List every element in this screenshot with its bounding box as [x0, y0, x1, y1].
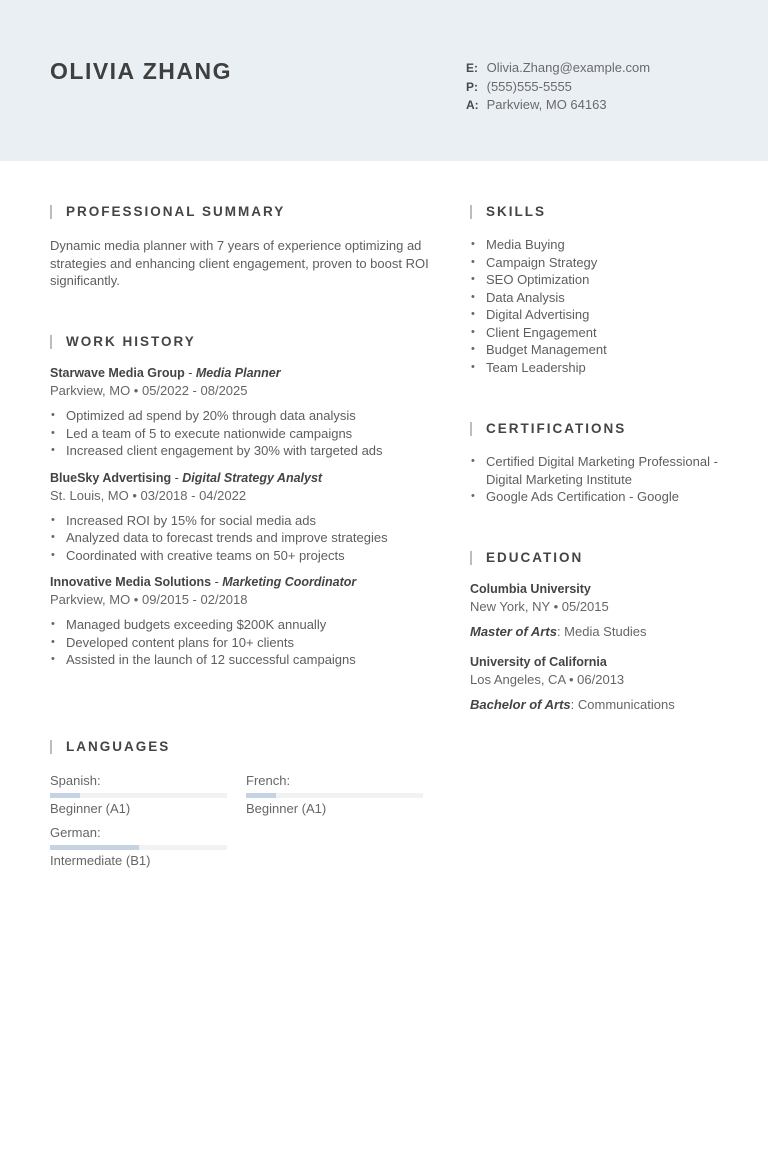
language-item-german [50, 824, 227, 869]
job-bullet: • Increased client engagement by 30% with targeted ads [50, 442, 430, 460]
email-label: E: [466, 61, 478, 75]
section-title-text: EDUCATION [486, 550, 584, 565]
email-value: Olivia.Zhang@example.com [486, 60, 651, 75]
language-item-spanish [50, 772, 227, 817]
certification-item: • Google Ads Certification - Google [470, 488, 730, 506]
section-accent-bar [50, 335, 52, 349]
job-heading [50, 574, 430, 591]
skill-item: • SEO Optimization [470, 271, 730, 289]
language-progress-track [50, 845, 227, 850]
certification-item: • Certified Digital Marketing Professional - Digital Marketing Institute [470, 453, 730, 488]
language-name: Spanish: [50, 773, 101, 788]
job-bullets [50, 616, 430, 669]
section-professional-summary [50, 203, 430, 290]
education-list [470, 581, 730, 713]
language-level: Intermediate (B1) [50, 853, 151, 868]
contact-phone [466, 78, 650, 97]
degree-type: Master of Arts [470, 624, 557, 639]
language-item-french [246, 772, 423, 817]
section-education [470, 549, 730, 713]
section-languages [50, 738, 430, 872]
education-location-date: New York, NY • 05/2015 [470, 599, 609, 614]
job-bullet: • Increased ROI by 15% for social media ads [50, 512, 430, 530]
education-item [470, 654, 730, 713]
job-bullet: • Assisted in the launch of 12 successful campaigns [50, 651, 430, 669]
language-progress-track [50, 793, 227, 798]
contact-email [466, 59, 650, 78]
job-bullet: • Coordinated with creative teams on 50+ projects [50, 547, 430, 565]
job-role: Digital Strategy Analyst [182, 470, 323, 485]
section-title-text: LANGUAGES [66, 739, 171, 754]
job-company: BlueSky Advertising [50, 470, 172, 485]
section-certifications [470, 420, 730, 506]
language-name: French: [246, 773, 291, 788]
candidate-name: OLIVIA ZHANG [50, 58, 232, 84]
job-location-dates: Parkview, MO • 09/2015 - 02/2018 [50, 592, 248, 607]
section-skills [470, 203, 730, 376]
job-bullets [50, 512, 430, 565]
job-entry [50, 470, 430, 565]
job-role: Media Planner [195, 366, 281, 380]
section-title-text: CERTIFICATIONS [486, 421, 627, 436]
job-separator: - [211, 575, 223, 589]
job-bullet: • Managed budgets exceeding $200K annually [50, 616, 430, 634]
resume-header [0, 0, 768, 161]
job-role: Marketing Coordinator [222, 575, 357, 589]
job-bullet: • Analyzed data to forecast trends and improve strategies [50, 529, 430, 547]
language-progress-fill [246, 793, 276, 798]
language-name: German: [50, 825, 101, 840]
degree-field: : Media Studies [556, 624, 647, 639]
education-school: Columbia University [470, 582, 591, 596]
job-company: Starwave Media Group [50, 366, 185, 380]
address-label: A: [466, 98, 479, 112]
job-entry [50, 574, 430, 669]
section-accent-bar [470, 205, 472, 219]
skill-item: • Client Engagement [470, 324, 730, 342]
job-bullet: • Optimized ad spend by 20% through data analysis [50, 407, 430, 425]
education-location-date: Los Angeles, CA • 06/2013 [470, 672, 625, 687]
education-degree [470, 696, 730, 713]
section-title [50, 203, 430, 221]
section-title-text: SKILLS [486, 204, 547, 219]
skills-list [470, 236, 730, 376]
language-level: Beginner (A1) [50, 801, 131, 816]
phone-value: (555)555-5555 [486, 78, 572, 94]
section-title [470, 203, 730, 221]
language-list [50, 772, 430, 872]
skill-item: • Data Analysis [470, 289, 730, 307]
section-title [50, 738, 430, 756]
section-accent-bar [50, 740, 52, 754]
language-progress-fill [50, 793, 80, 798]
contact-info [466, 59, 650, 115]
section-title-text: WORK HISTORY [66, 334, 196, 349]
job-heading [50, 365, 430, 382]
degree-field: : Communications [570, 697, 675, 712]
skill-item: • Campaign Strategy [470, 254, 730, 272]
section-title [470, 549, 730, 567]
job-separator: - [171, 470, 183, 485]
language-progress-track [246, 793, 423, 798]
summary-text: Dynamic media planner with 7 years of experience optimizing ad strategies and enhancing client engagement, proven to boost ROI significantly. [50, 238, 429, 288]
contact-address [466, 96, 650, 115]
section-title-text: PROFESSIONAL SUMMARY [66, 204, 286, 219]
job-location-dates: St. Louis, MO • 03/2018 - 04/2022 [50, 487, 247, 503]
language-progress-fill [50, 845, 139, 850]
skill-item: • Team Leadership [470, 359, 730, 377]
job-location-dates: Parkview, MO • 05/2022 - 08/2025 [50, 383, 248, 398]
address-value: Parkview, MO 64163 [486, 97, 607, 112]
education-item [470, 581, 730, 640]
job-bullet: • Developed content plans for 10+ clients [50, 634, 430, 652]
section-work-history [50, 333, 430, 669]
phone-label: P: [466, 79, 478, 94]
degree-type: Bachelor of Arts [470, 697, 571, 712]
skill-item: • Budget Management [470, 341, 730, 359]
job-bullets [50, 407, 430, 460]
section-title [470, 420, 730, 438]
language-level: Beginner (A1) [246, 801, 327, 816]
education-school: University of California [470, 655, 607, 669]
job-company: Innovative Media Solutions [50, 575, 212, 589]
skill-item: • Media Buying [470, 236, 730, 254]
job-bullet: • Led a team of 5 to execute nationwide campaigns [50, 425, 430, 443]
section-accent-bar [50, 205, 52, 219]
education-degree [470, 623, 730, 640]
skill-item: • Digital Advertising [470, 306, 730, 324]
job-entry [50, 365, 430, 460]
job-separator: - [184, 366, 196, 380]
section-accent-bar [470, 422, 472, 436]
certifications-list [470, 453, 730, 506]
section-accent-bar [470, 551, 472, 565]
section-title [50, 333, 430, 351]
job-heading [50, 470, 430, 487]
